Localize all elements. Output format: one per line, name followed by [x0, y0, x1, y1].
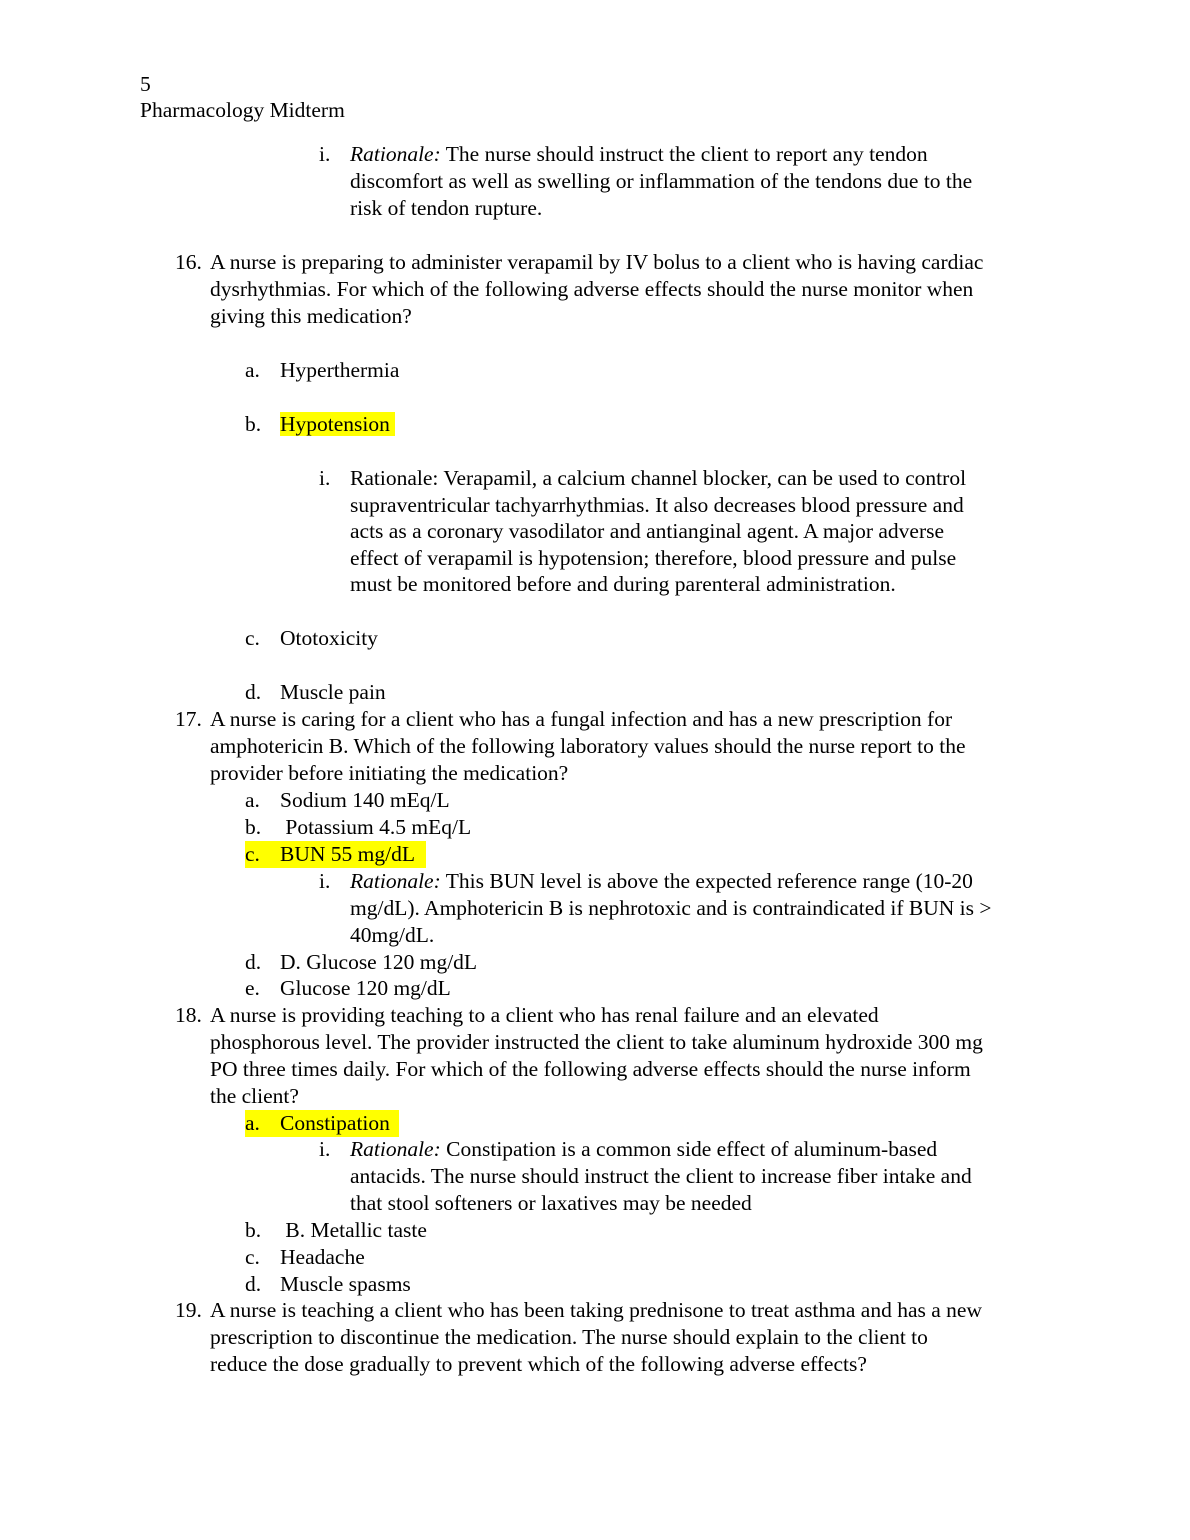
question-line: giving this medication?	[210, 304, 412, 328]
option-marker: c.	[245, 626, 260, 650]
option-marker: e.	[245, 976, 260, 1000]
question-line: A nurse is caring for a client who has a fungal infection and has a new prescription for	[210, 707, 953, 731]
question-line: A nurse is providing teaching to a client who has renal failure and an elevated	[210, 1003, 879, 1027]
rationale-marker: i.	[319, 1137, 331, 1161]
rationale-line: Rationale: Verapamil, a calcium channel blocker, can be used to control	[350, 466, 967, 490]
option-text: B. Metallic taste	[280, 1218, 427, 1242]
option-marker: a.	[245, 788, 260, 812]
option-marker: d.	[245, 950, 262, 974]
option-marker: b.	[245, 412, 262, 436]
rationale-line: risk of tendon rupture.	[350, 196, 543, 220]
question-number: 16.	[175, 250, 202, 274]
question-line: provider before initiating the medication?	[210, 761, 569, 785]
option-marker: c.	[245, 842, 260, 866]
option-text: Potassium 4.5 mEq/L	[280, 815, 472, 839]
option-text: Hyperthermia	[280, 358, 400, 382]
rationale-line: acts as a coronary vasodilator and antianginal agent. A major adverse	[350, 519, 945, 543]
question-line: A nurse is preparing to administer verapamil by IV bolus to a client who is having cardiac	[210, 250, 984, 274]
question-line: phosphorous level. The provider instructed the client to take aluminum hydroxide 300 mg	[210, 1030, 983, 1054]
option-marker: d.	[245, 680, 262, 704]
option-marker: d.	[245, 1272, 262, 1296]
question-line: A nurse is teaching a client who has been taking prednisone to treat asthma and has a new	[210, 1298, 982, 1322]
option-text: D. Glucose 120 mg/dL	[280, 950, 478, 974]
option-text-correct: Hypotension	[280, 412, 396, 436]
rationale-line: must be monitored before and during parenteral administration.	[350, 572, 896, 596]
rationale-line: Rationale: This BUN level is above the expected reference range (10-20	[350, 869, 973, 893]
page-number: 5	[140, 72, 151, 96]
option-marker: b.	[245, 815, 262, 839]
option-text: Ototoxicity	[280, 626, 378, 650]
rationale-line: that stool softeners or laxatives may be needed	[350, 1191, 752, 1215]
option-marker: a.	[245, 1111, 260, 1135]
document-title: Pharmacology Midterm	[140, 98, 345, 122]
rationale-line: antacids. The nurse should instruct the client to increase fiber intake and	[350, 1164, 972, 1188]
question-number: 19.	[175, 1298, 202, 1322]
question-line: reduce the dose gradually to prevent which of the following adverse effects?	[210, 1352, 867, 1376]
rationale-line: supraventricular tachyarrhythmias. It also decreases blood pressure and	[350, 493, 964, 517]
option-text: Headache	[280, 1245, 365, 1269]
rationale-label: Rationale:	[350, 142, 441, 166]
option-correct-row	[245, 841, 426, 868]
option-marker: a.	[245, 358, 260, 382]
option-text-correct: BUN 55 mg/dL	[280, 842, 415, 866]
rationale-label: Rationale:	[350, 1137, 441, 1161]
question-number: 17.	[175, 707, 202, 731]
question-line: the client?	[210, 1084, 299, 1108]
option-text: Muscle pain	[280, 680, 386, 704]
option-text: Sodium 140 mEq/L	[280, 788, 450, 812]
question-line: dysrhythmias. For which of the following adverse effects should the nurse monitor when	[210, 277, 974, 301]
option-marker: c.	[245, 1245, 260, 1269]
option-text: Muscle spasms	[280, 1272, 411, 1296]
option-text: Glucose 120 mg/dL	[280, 976, 451, 1000]
question-line: PO three times daily. For which of the following adverse effects should the nurse inform	[210, 1057, 971, 1081]
rationale-line: Rationale: The nurse should instruct the client to report any tendon	[350, 142, 928, 166]
rationale-marker: i.	[319, 869, 331, 893]
question-line: amphotericin B. Which of the following laboratory values should the nurse report to the	[210, 734, 966, 758]
option-text-correct: Constipation	[280, 1111, 390, 1135]
rationale-line: effect of verapamil is hypotension; therefore, blood pressure and pulse	[350, 546, 957, 570]
rationale-line: mg/dL). Amphotericin B is nephrotoxic and is contraindicated if BUN is >	[350, 896, 992, 920]
option-marker: b.	[245, 1218, 262, 1242]
question-number: 18.	[175, 1003, 202, 1027]
rationale-line: discomfort as well as swelling or inflammation of the tendons due to the	[350, 169, 973, 193]
question-line: prescription to discontinue the medication. The nurse should explain to the client to	[210, 1325, 928, 1349]
rationale-marker: i.	[319, 466, 331, 490]
rationale-marker: i.	[319, 142, 331, 166]
option-correct-row	[245, 1110, 399, 1137]
rationale-line: 40mg/dL.	[350, 923, 435, 947]
rationale-label: Rationale:	[350, 869, 441, 893]
rationale-line: Rationale: Constipation is a common side effect of aluminum-based	[350, 1137, 938, 1161]
